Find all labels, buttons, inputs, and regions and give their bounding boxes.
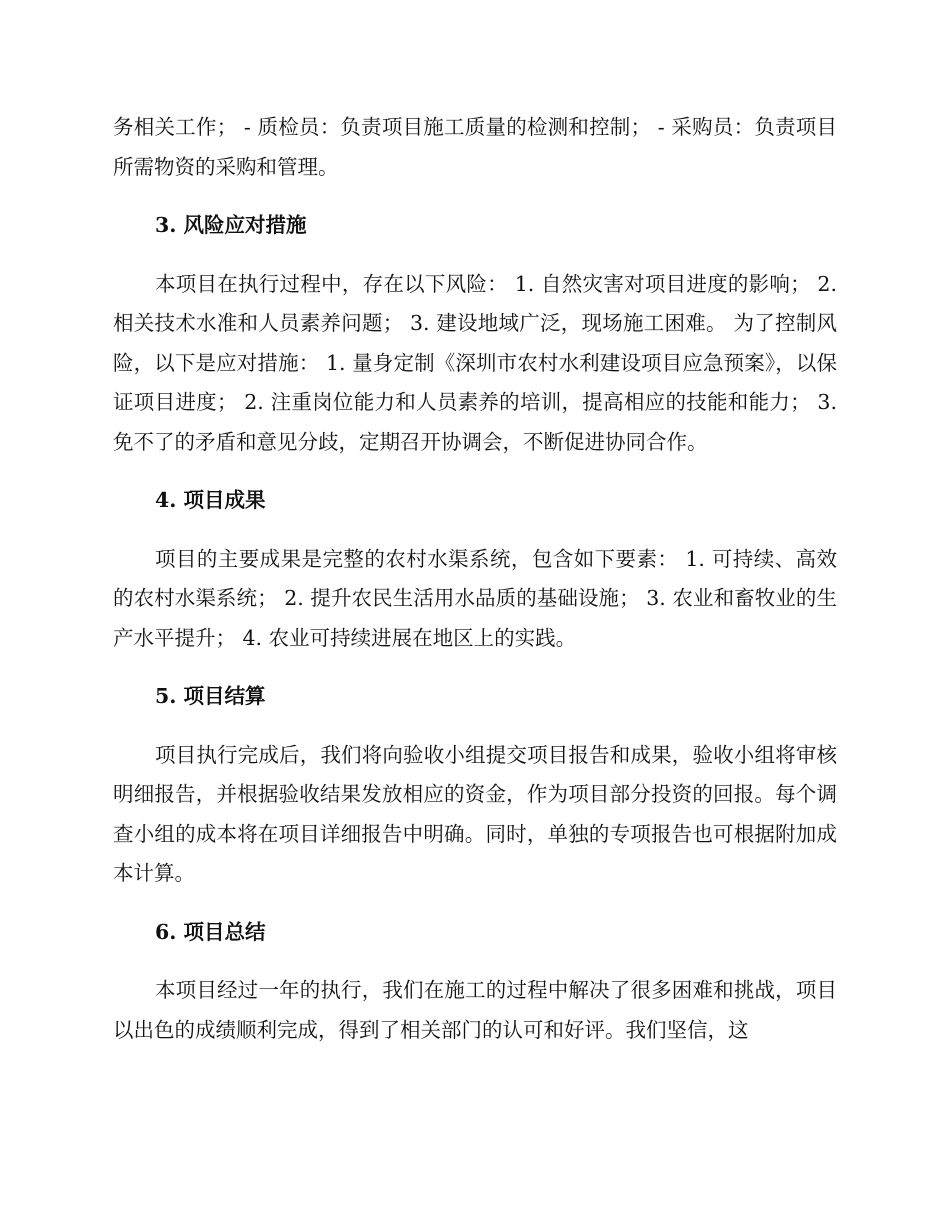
section-heading-summary: 6. 项目总结 (155, 919, 266, 944)
section-heading-settlement: 5. 项目结算 (155, 684, 266, 708)
section-body-results: 项目的主要成果是完整的农村水渠系统，包含如下要素： 1. 可持续、高效的农村水渠系统； 2. 提升农民生活用水品质的基础设施； 3. 农业和畜牧业的生产水平提升； 4. 农业可持续进展在地区上的实践。 (113, 546, 837, 650)
section-body-risk: 本项目在执行过程中，存在以下风险： 1. 自然灾害对项目进度的影响； 2. 相关技术水准和人员素养问题； 3. 建设地域广泛，现场施工困难。 为了控制风险，以下是应对措施： 1. 量身定制《深圳市农村水利建设项目应急预案》，以保证项目进度； 2. 注重岗位能力和人员素养的培训，提高相应的技能和能力； 3. 免不了的矛盾和意见分歧，定期召开协调会，不断促进协同合作。 (113, 271, 837, 454)
intro-paragraph: 务相关工作； - 质检员：负责项目施工质量的检测和控制； - 采购员：负责项目所需物资的采购和管理。 (113, 115, 837, 179)
section-heading-results: 4. 项目成果 (155, 488, 266, 512)
section-heading-risk: 3. 风险应对措施 (155, 213, 307, 237)
document-page (113, 108, 837, 1050)
section-body-summary: 本项目经过一年的执行，我们在施工的过程中解决了很多困难和挑战，项目以出色的成绩顺利完成，得到了相关部门的认可和好评。我们坚信，这 (113, 978, 837, 1042)
section-body-settlement: 项目执行完成后，我们将向验收小组提交项目报告和成果，验收小组将审核明细报告，并根据验收结果发放相应的资金，作为项目部分投资的回报。每个调查小组的成本将在项目详细报告中明确。同时，单独的专项报告也可根据附加成本计算。 (113, 742, 837, 885)
